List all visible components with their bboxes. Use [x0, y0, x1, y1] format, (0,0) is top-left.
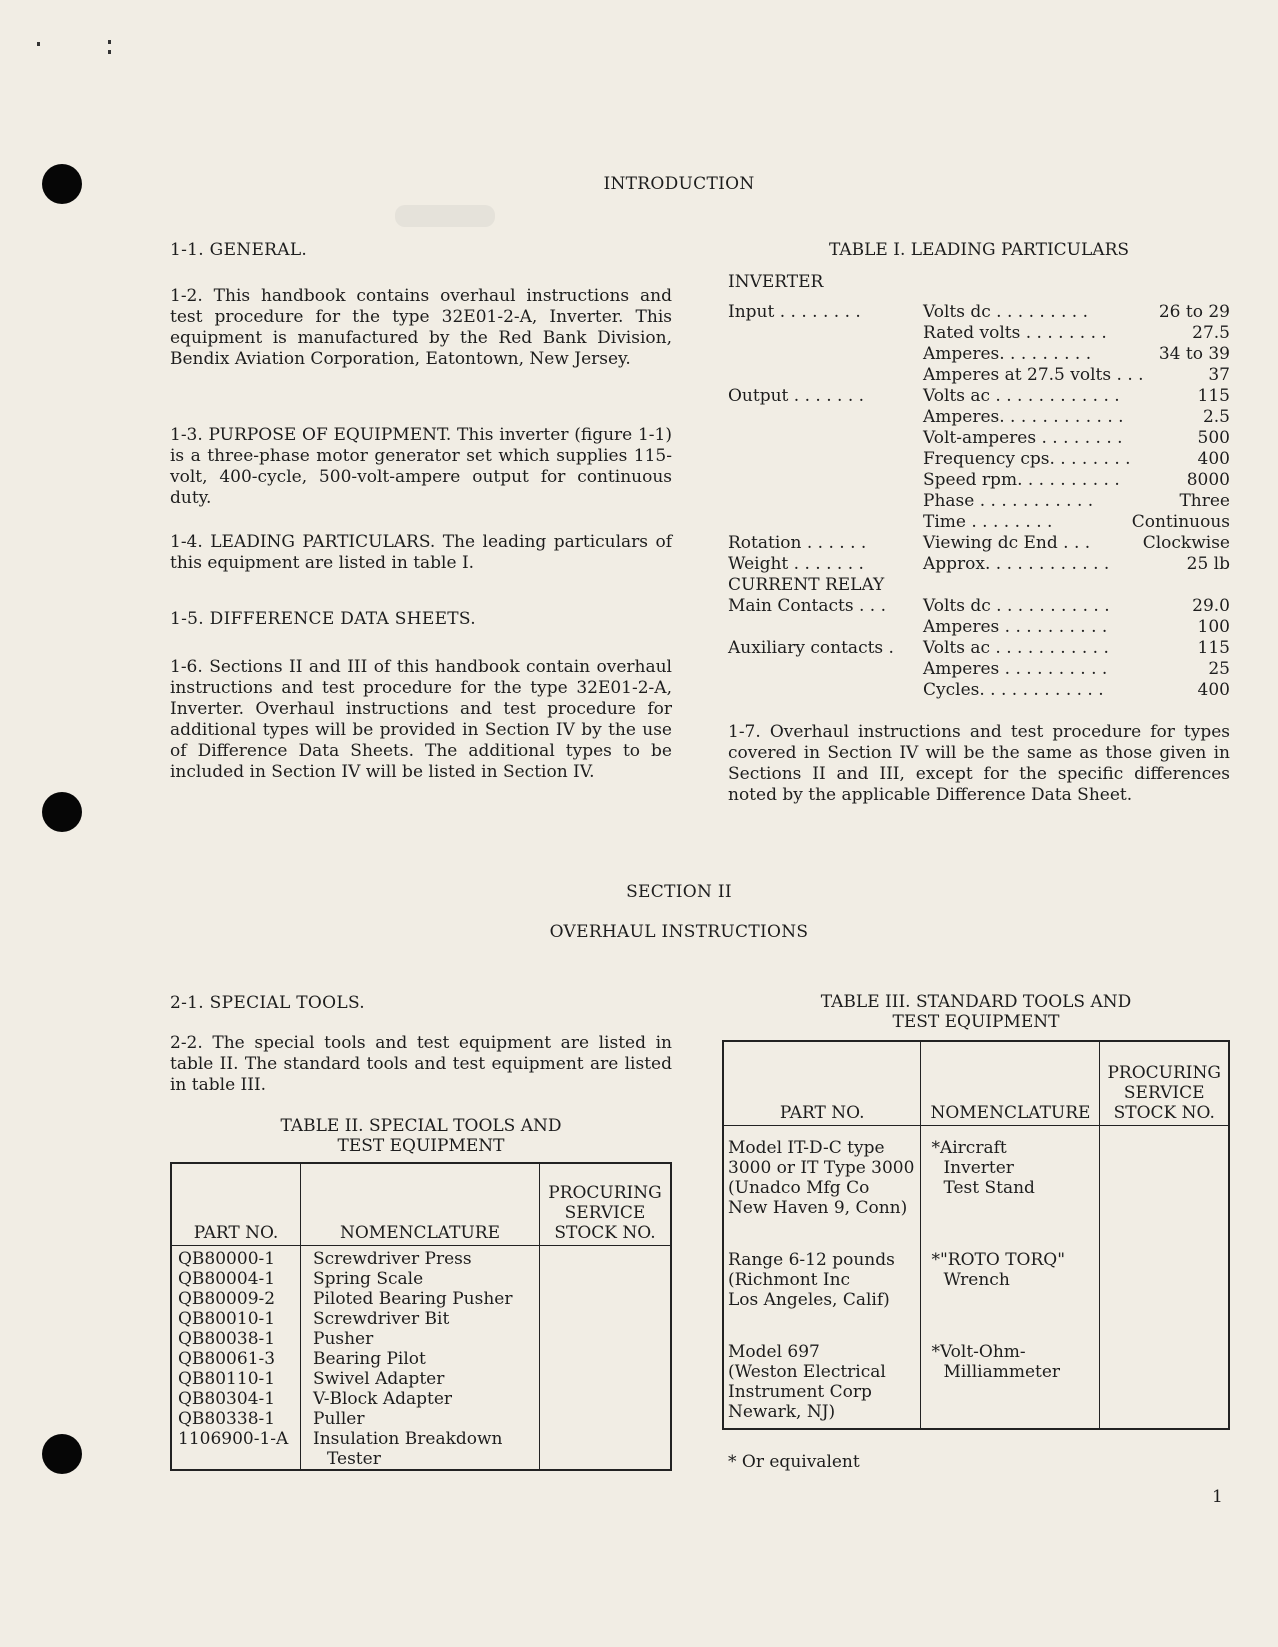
binder-hole-middle: [42, 792, 82, 832]
inverter-parameter: Volt-amperes . . . . . . . .: [923, 428, 1123, 448]
table3-header-part-no: PART NO.: [723, 1041, 921, 1125]
inverter-row: [728, 365, 1230, 386]
table1-title: TABLE I. LEADING PARTICULARS: [828, 240, 1130, 260]
table2-part-no: QB80004-1: [178, 1268, 276, 1289]
para-1-1-heading: 1-1. GENERAL.: [170, 240, 308, 260]
inverter-value: 8000: [1186, 470, 1230, 490]
table3-part-line: (Weston Electrical: [728, 1361, 886, 1382]
inverter-value: 400: [1197, 449, 1230, 469]
para-1-3: 1-3. PURPOSE OF EQUIPMENT. This inverter (figure 1-1) is a three-phase motor generator set which supplies 115-volt, 400-cycle, 500-volt-ampere output for continuous duty.: [170, 425, 672, 508]
table2-part-no: QB80038-1: [178, 1328, 276, 1349]
relay-row: [728, 659, 1230, 680]
inverter-row: [728, 302, 1230, 323]
table3-nom-line: Milliammeter: [943, 1361, 1061, 1382]
table3-nom-line: Wrench: [943, 1269, 1010, 1290]
relay-rows: [728, 596, 1230, 701]
relay-parameter: Amperes . . . . . . . . . .: [923, 617, 1108, 637]
table3-row: [723, 1316, 1229, 1429]
inverter-parameter: Viewing dc End . . .: [923, 533, 1091, 553]
table2-header-stock-no: PROCURING SERVICE STOCK NO.: [540, 1163, 672, 1245]
inverter-row: [728, 554, 1230, 575]
inverter-row: [728, 512, 1230, 533]
relay-parameter: Amperes . . . . . . . . . .: [923, 659, 1108, 679]
table2-nomenclature: Screwdriver Bit: [313, 1308, 450, 1329]
relay-label: Auxiliary contacts .: [728, 638, 894, 658]
relay-row: [728, 638, 1230, 659]
inverter-value: 115: [1197, 386, 1230, 406]
table1-heading-relay: CURRENT RELAY: [728, 575, 885, 595]
table3: [722, 992, 1230, 1430]
binder-hole-bottom: [42, 1434, 82, 1474]
table3-nom-line: Inverter: [943, 1157, 1014, 1178]
table3-part-line: Model IT-D-C type: [728, 1137, 885, 1158]
table3-part-line: (Unadco Mfg Co: [728, 1177, 870, 1198]
speck: [108, 40, 111, 44]
table3-part-line: Model 697: [728, 1341, 820, 1362]
section-title: OVERHAUL INSTRUCTIONS: [549, 922, 809, 942]
para-2-2: 2-2. The special tools and test equipment are listed in table II. The standard tools and test equipment are listed in table III.: [170, 1033, 672, 1095]
table2-header-part-no: PART NO.: [171, 1163, 301, 1245]
table2-title-line2: TEST EQUIPMENT: [337, 1136, 505, 1156]
table2-nomenclature: Screwdriver Press: [313, 1248, 472, 1269]
speck: [37, 42, 40, 46]
inverter-parameter: Amperes. . . . . . . . .: [923, 344, 1092, 364]
inverter-row: [728, 533, 1230, 554]
inverter-label: Input . . . . . . . .: [728, 302, 861, 322]
table3-grid: [722, 1040, 1230, 1430]
table3-title: [722, 992, 1230, 1032]
table2-nomenclature: Piloted Bearing Pusher: [313, 1288, 513, 1309]
table1-leading-particulars: [728, 302, 1230, 701]
table3-part-line: Instrument Corp: [728, 1381, 872, 1402]
table3-nom-cell: [921, 1125, 1100, 1224]
table3-part-line: New Haven 9, Conn): [728, 1197, 908, 1218]
inverter-parameter: Amperes at 27.5 volts . . .: [923, 365, 1144, 385]
para-1-6: 1-6. Sections II and III of this handbook contain overhaul instructions and test procedure for the type 32E01-2-A, Inverter. Overhaul instructions and test procedure for additional types will be provided in Section IV by the use of Difference Data Sheets. The additional types to be included in Section IV will be listed in Section IV.: [170, 657, 672, 782]
table3-nom-line: *Aircraft: [931, 1137, 1007, 1158]
table3-header-stock-no: PROCURING SERVICE STOCK NO.: [1100, 1041, 1229, 1125]
relay-parameter: Volts dc . . . . . . . . . . .: [923, 596, 1110, 616]
table2-title-line1: TABLE II. SPECIAL TOOLS AND: [280, 1116, 562, 1136]
table3-title-line1: TABLE III. STANDARD TOOLS AND: [820, 992, 1132, 1012]
table3-nom-line: Test Stand: [943, 1177, 1035, 1198]
inverter-parameter: Speed rpm. . . . . . . . . .: [923, 470, 1120, 490]
table2-nomenclature: Puller: [313, 1408, 365, 1429]
inverter-label: Rotation . . . . . .: [728, 533, 867, 553]
inverter-value: Three: [1179, 491, 1230, 511]
inverter-label: Output . . . . . . .: [728, 386, 865, 406]
table3-row: [723, 1125, 1229, 1224]
relay-value: 400: [1197, 680, 1230, 700]
table2-part-no: 1106900-1-A: [178, 1428, 289, 1449]
inverter-parameter: Volts ac . . . . . . . . . . . .: [923, 386, 1120, 406]
table3-part-cell: [723, 1224, 921, 1316]
table3-row: [723, 1224, 1229, 1316]
table2-part-no: QB80304-1: [178, 1388, 276, 1409]
inverter-row: [728, 428, 1230, 449]
inverter-row: [728, 386, 1230, 407]
inverter-row: [728, 407, 1230, 428]
inverter-value: 500: [1197, 428, 1230, 448]
table3-header-nomenclature: NOMENCLATURE: [921, 1041, 1100, 1125]
para-1-4: 1-4. LEADING PARTICULARS. The leading particulars of this equipment are listed in table I.: [170, 532, 672, 573]
table3-title-line2: TEST EQUIPMENT: [892, 1012, 1060, 1032]
table3-nom-line: *Volt-Ohm-: [931, 1341, 1026, 1362]
table2-nomenclature: V-Block Adapter: [313, 1388, 453, 1409]
table3-part-cell: [723, 1316, 921, 1429]
inverter-row: [728, 491, 1230, 512]
table2-part-no: QB80010-1: [178, 1308, 276, 1329]
inverter-label: Weight . . . . . . .: [728, 554, 864, 574]
section-label: SECTION II: [626, 882, 732, 902]
table2-part-no: QB80110-1: [178, 1368, 276, 1389]
table2-nom-col: [301, 1245, 540, 1470]
table3-nom-cell: [921, 1224, 1100, 1316]
para-2-1-heading: 2-1. SPECIAL TOOLS.: [170, 993, 366, 1013]
footnote: * Or equivalent: [728, 1452, 860, 1472]
table2-nomenclature: Spring Scale: [313, 1268, 424, 1289]
inverter-row: [728, 344, 1230, 365]
inverter-value: Continuous: [1131, 512, 1230, 532]
table2-part-no: QB80009-2: [178, 1288, 276, 1309]
table3-stock-cell: [1100, 1125, 1229, 1224]
inverter-row: [728, 470, 1230, 491]
table3-part-line: Range 6-12 pounds: [728, 1249, 895, 1270]
inverter-rows: [728, 302, 1230, 575]
page-title: INTRODUCTION: [603, 174, 755, 194]
inverter-value: 27.5: [1192, 323, 1230, 343]
paper-smudge: [395, 205, 495, 227]
table2-part-no: QB80338-1: [178, 1408, 276, 1429]
table2: [170, 1116, 672, 1471]
inverter-value: 2.5: [1202, 407, 1230, 427]
table3-part-line: Newark, NJ): [728, 1401, 836, 1422]
table3-stock-cell: [1100, 1224, 1229, 1316]
relay-parameter: Cycles. . . . . . . . . . . .: [923, 680, 1104, 700]
table2-part-no: QB80000-1: [178, 1248, 276, 1269]
inverter-value: 37: [1208, 365, 1230, 385]
page-number: 1: [1212, 1487, 1223, 1507]
inverter-parameter: Approx. . . . . . . . . . . .: [923, 554, 1110, 574]
relay-row: [728, 596, 1230, 617]
table2-grid: [170, 1162, 672, 1471]
relay-value: 25: [1208, 659, 1230, 679]
table3-stock-cell: [1100, 1316, 1229, 1429]
relay-value: 29.0: [1192, 596, 1230, 616]
inverter-value: Clockwise: [1142, 533, 1230, 553]
table3-part-line: 3000 or IT Type 3000: [728, 1157, 915, 1178]
inverter-parameter: Frequency cps. . . . . . . .: [923, 449, 1131, 469]
table3-part-line: (Richmont Inc: [728, 1269, 851, 1290]
table2-nomenclature: Swivel Adapter: [313, 1368, 445, 1389]
inverter-row: [728, 323, 1230, 344]
para-1-7: 1-7. Overhaul instructions and test procedure for types covered in Section IV will be the same as those given in Sections II and III, except for the specific differences noted by the applicable Difference Data Sheet.: [728, 722, 1230, 805]
table2-nomenclature: Pusher: [313, 1328, 374, 1349]
table2-stock-col: [540, 1245, 672, 1470]
inverter-parameter: Amperes. . . . . . . . . . . .: [923, 407, 1124, 427]
relay-parameter: Volts ac . . . . . . . . . . .: [923, 638, 1109, 658]
inverter-parameter: Time . . . . . . . .: [923, 512, 1053, 532]
table3-part-line: Los Angeles, Calif): [728, 1289, 890, 1310]
table2-nomenclature: Insulation Breakdown: [313, 1428, 503, 1449]
inverter-parameter: Rated volts . . . . . . . .: [923, 323, 1107, 343]
inverter-value: 26 to 29: [1158, 302, 1230, 322]
relay-row: [728, 680, 1230, 701]
inverter-row: [728, 449, 1230, 470]
speck: [108, 50, 111, 54]
inverter-value: 34 to 39: [1158, 344, 1230, 364]
relay-label: Main Contacts . . .: [728, 596, 886, 616]
para-1-5-heading: 1-5. DIFFERENCE DATA SHEETS.: [170, 609, 476, 629]
table1-heading-inverter: INVERTER: [728, 272, 824, 292]
table2-part-no: QB80061-3: [178, 1348, 276, 1369]
table2-nomenclature: Bearing Pilot: [313, 1348, 426, 1369]
relay-value: 100: [1197, 617, 1230, 637]
table3-nom-cell: [921, 1316, 1100, 1429]
inverter-parameter: Phase . . . . . . . . . . .: [923, 491, 1094, 511]
relay-value: 115: [1197, 638, 1230, 658]
table2-part-col: [171, 1245, 301, 1470]
inverter-value: 25 lb: [1186, 554, 1230, 574]
table3-part-cell: [723, 1125, 921, 1224]
table2-header-nomenclature: NOMENCLATURE: [301, 1163, 540, 1245]
inverter-parameter: Volts dc . . . . . . . . .: [923, 302, 1089, 322]
relay-row: [728, 617, 1230, 638]
para-1-2: 1-2. This handbook contains overhaul instructions and test procedure for the type 32E01-2-A, Inverter. This equipment is manufactured by the Red Bank Division, Bendix Aviation Corporation, Eatontown, New Jersey.: [170, 286, 672, 369]
table2-title: [170, 1116, 672, 1156]
table3-nom-line: *"ROTO TORQ": [931, 1249, 1066, 1270]
table2-nomenclature: Tester: [327, 1448, 381, 1469]
